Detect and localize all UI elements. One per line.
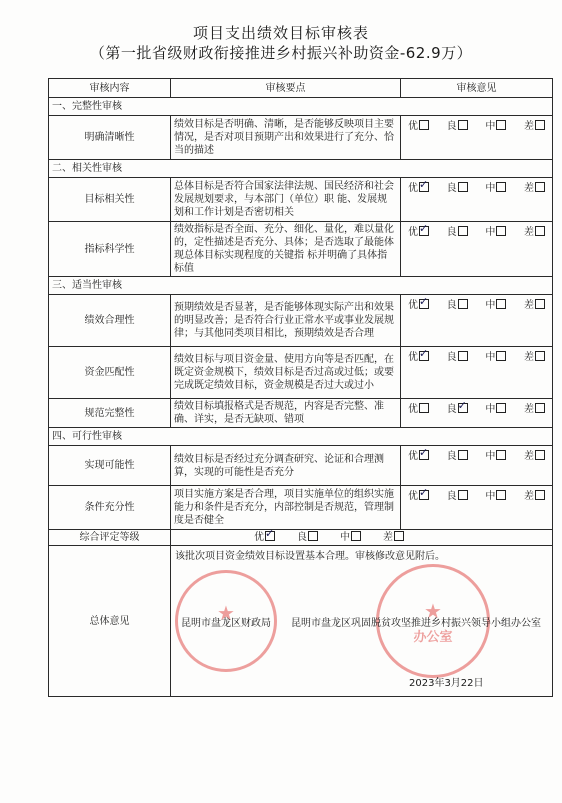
grade-options <box>404 120 549 133</box>
grade-option-average[interactable] <box>485 490 506 503</box>
grade-option-average[interactable] <box>485 403 506 416</box>
grade-option-poor[interactable] <box>524 182 545 195</box>
grade-cell <box>401 222 553 277</box>
grade-label: 差 <box>523 451 534 462</box>
grade-option-good[interactable] <box>447 351 468 364</box>
grade-option-poor[interactable] <box>524 299 545 312</box>
grade-cell <box>401 178 553 222</box>
grade-options <box>174 531 549 544</box>
grade-label: 良 <box>446 227 457 238</box>
signature-date: 2023年3月22日 <box>409 678 484 689</box>
criterion-row <box>49 178 553 222</box>
checked-box-icon[interactable] <box>458 403 468 413</box>
grade-label: 良 <box>446 491 457 502</box>
criterion-name: 绩效合理性 <box>49 295 171 347</box>
checkbox-icon[interactable] <box>419 120 429 130</box>
grade-option-average[interactable] <box>485 182 506 195</box>
grade-label: 中 <box>485 121 496 132</box>
opinion-text: 该批次项目资金绩效目标设置基本合理。审核修改意见附后。 <box>175 551 445 562</box>
grade-label: 差 <box>523 352 534 363</box>
criterion-row <box>49 486 553 530</box>
grade-option-poor[interactable] <box>524 490 545 503</box>
grade-option-poor[interactable] <box>524 403 545 416</box>
checkbox-icon[interactable] <box>535 226 545 236</box>
criterion-row <box>49 222 553 277</box>
checkbox-icon[interactable] <box>496 450 506 460</box>
checkbox-icon[interactable] <box>458 450 468 460</box>
section-row <box>49 160 553 178</box>
checkbox-icon[interactable] <box>496 351 506 361</box>
section-title: 二、相关性审核 <box>49 160 553 178</box>
criterion-name: 目标相关性 <box>49 178 171 222</box>
grade-label: 良 <box>446 121 457 132</box>
grade-option-poor[interactable] <box>524 120 545 133</box>
grade-label: 优 <box>254 532 264 543</box>
criterion-name: 明确清晰性 <box>49 116 171 160</box>
criterion-points: 项目实施方案是否合理，项目实施单位的组织实施能力和条件是否充分，内部控制是否规范，管理制度是否健全 <box>171 486 401 530</box>
checkbox-icon[interactable] <box>496 490 506 500</box>
grade-label: 差 <box>383 532 393 543</box>
checkbox-icon[interactable] <box>496 226 506 236</box>
checkbox-icon[interactable] <box>351 531 361 541</box>
finance-bureau-name: 昆明市盘龙区财政局 <box>181 618 271 629</box>
checked-box-icon[interactable] <box>419 351 429 361</box>
grade-options <box>404 351 549 364</box>
checked-box-icon[interactable] <box>419 226 429 236</box>
grade-label: 良 <box>446 352 457 363</box>
checked-box-icon[interactable] <box>419 490 429 500</box>
grade-label: 差 <box>523 300 534 311</box>
checkbox-icon[interactable] <box>496 403 506 413</box>
grade-options <box>404 490 549 503</box>
section-row <box>49 428 553 446</box>
grade-option-average[interactable] <box>485 450 506 463</box>
criterion-name: 指标科学性 <box>49 222 171 277</box>
grade-option-poor[interactable] <box>524 450 545 463</box>
checkbox-icon[interactable] <box>496 182 506 192</box>
criterion-row <box>49 347 553 399</box>
criterion-points: 绩效目标是否明确、清晰，是否能够反映项目主要情况，是否对项目预期产出和效果进行了充分、恰当的描述 <box>171 116 401 160</box>
grade-option-excellent[interactable] <box>408 403 429 416</box>
grade-cell <box>401 116 553 160</box>
checked-box-icon[interactable] <box>419 450 429 460</box>
grade-option-good[interactable] <box>447 403 468 416</box>
grade-option-average[interactable] <box>485 226 506 239</box>
grade-label: 良 <box>446 404 457 415</box>
grade-option-average[interactable] <box>340 531 361 544</box>
grade-cell <box>401 446 553 486</box>
criterion-points: 预期绩效是否显著，是否能够体现实际产出和效果的明显改善；是否符合行业正常水平或事业发展规律；与其他同类项目相比，预期绩效是否合理 <box>171 295 401 347</box>
criterion-row <box>49 295 553 347</box>
grade-label: 中 <box>485 404 496 415</box>
grade-label: 优 <box>408 404 418 415</box>
checked-box-icon[interactable] <box>419 299 429 309</box>
grade-label: 良 <box>446 300 457 311</box>
grade-cell <box>401 295 553 347</box>
grade-options <box>404 226 549 239</box>
grade-label: 中 <box>485 183 496 194</box>
checkbox-icon[interactable] <box>458 490 468 500</box>
grade-option-poor[interactable] <box>524 351 545 364</box>
grade-options <box>404 299 549 312</box>
checkbox-icon[interactable] <box>394 531 404 541</box>
grade-label: 差 <box>523 227 534 238</box>
grade-label: 中 <box>485 352 496 363</box>
criterion-name: 资金匹配性 <box>49 347 171 399</box>
checkbox-icon[interactable] <box>458 226 468 236</box>
checkbox-icon[interactable] <box>496 120 506 130</box>
grade-label: 差 <box>523 183 534 194</box>
form-subtitle: （第一批省级财政衔接推进乡村振兴补助资金-62.9万） <box>89 44 473 62</box>
grade-label: 良 <box>297 532 307 543</box>
checkbox-icon[interactable] <box>535 403 545 413</box>
header-content: 审核内容 <box>49 79 171 98</box>
grade-label: 差 <box>523 121 534 132</box>
grade-option-excellent[interactable] <box>408 120 429 133</box>
grade-option-average[interactable] <box>485 351 506 364</box>
grade-label: 中 <box>485 491 496 502</box>
criterion-row <box>49 116 553 160</box>
checked-box-icon[interactable] <box>419 182 429 192</box>
criterion-row <box>49 446 553 486</box>
grade-option-excellent[interactable] <box>254 531 275 544</box>
checkbox-icon[interactable] <box>535 299 545 309</box>
grade-option-average[interactable] <box>485 120 506 133</box>
section-row <box>49 277 553 295</box>
grade-label: 优 <box>408 121 418 132</box>
checked-box-icon[interactable] <box>265 531 275 541</box>
grade-label: 差 <box>523 404 534 415</box>
header-row <box>49 79 553 98</box>
checkbox-icon[interactable] <box>458 120 468 130</box>
grade-cell <box>401 486 553 530</box>
header-opinion: 审核意见 <box>401 79 553 98</box>
criterion-name: 条件充分性 <box>49 486 171 530</box>
grade-option-average[interactable] <box>485 299 506 312</box>
checkbox-icon[interactable] <box>458 182 468 192</box>
checkbox-icon[interactable] <box>535 120 545 130</box>
checkbox-icon[interactable] <box>535 351 545 361</box>
grade-option-excellent[interactable] <box>408 299 429 312</box>
opinion-cell <box>171 546 553 697</box>
summary-label: 综合评定等级 <box>49 530 171 546</box>
grade-option-excellent[interactable] <box>408 490 429 503</box>
grade-option-good[interactable] <box>447 182 468 195</box>
checkbox-icon[interactable] <box>458 351 468 361</box>
grade-cell <box>401 347 553 399</box>
seal-star-icon: ★ <box>424 599 442 623</box>
section-title: 三、适当性审核 <box>49 277 553 295</box>
section-title: 一、完整性审核 <box>49 98 553 116</box>
grade-option-good[interactable] <box>447 299 468 312</box>
office-name: 昆明市盘龙区巩固脱贫攻坚推进乡村振兴领导小组办公室 <box>291 618 541 629</box>
criterion-name: 实现可能性 <box>49 446 171 486</box>
grade-option-good[interactable] <box>447 450 468 463</box>
grade-label: 优 <box>408 227 418 238</box>
criterion-points: 绩效指标是否全面、充分、细化、量化，难以量化的，定性描述是否充分、具体；是否选取了最能体现总体目标实现程度的关键指 标并明确了具体指标值 <box>171 222 401 277</box>
grade-label: 差 <box>523 491 534 502</box>
grade-label: 中 <box>485 227 496 238</box>
grade-label: 优 <box>408 491 418 502</box>
header-points: 审核要点 <box>171 79 401 98</box>
grade-option-good[interactable] <box>447 120 468 133</box>
section-row <box>49 98 553 116</box>
grade-cell <box>401 399 553 428</box>
checkbox-icon[interactable] <box>496 299 506 309</box>
opinion-row <box>49 546 553 697</box>
grade-option-excellent[interactable] <box>408 450 429 463</box>
grade-options <box>404 450 549 463</box>
grade-options <box>404 403 549 416</box>
grade-option-poor[interactable] <box>524 226 545 239</box>
grade-label: 优 <box>408 451 418 462</box>
grade-options <box>404 182 549 195</box>
grade-option-good[interactable] <box>447 226 468 239</box>
form-title: 项目支出绩效目标审核表 <box>192 24 369 42</box>
checkbox-icon[interactable] <box>535 450 545 460</box>
grade-label: 良 <box>446 183 457 194</box>
seal-star-icon: ★ <box>217 601 235 625</box>
grade-label: 中 <box>485 451 496 462</box>
criterion-points: 绩效目标填报格式是否规范，内容是否完整、准确、详实，是否无缺项、错项 <box>171 399 401 428</box>
review-table <box>48 78 553 697</box>
grade-label: 中 <box>340 532 350 543</box>
summary-grade-cell <box>171 530 553 546</box>
checkbox-icon[interactable] <box>308 531 318 541</box>
checkbox-icon[interactable] <box>535 490 545 500</box>
checkbox-icon[interactable] <box>419 403 429 413</box>
grade-option-excellent[interactable] <box>408 182 429 195</box>
grade-label: 中 <box>485 300 496 311</box>
checkbox-icon[interactable] <box>458 299 468 309</box>
criterion-points: 绩效目标与项目资金量、使用方向等是否匹配，在既定资金规模下，绩效目标是否过高或过低；或要完成既定绩效目标，资金规模是否过大或过小 <box>171 347 401 399</box>
summary-row <box>49 530 553 546</box>
criterion-points: 总体目标是否符合国家法律法规、国民经济和社会发展规划要求，与本部门（单位）职 能、发展规划和工作计划是否密切相关 <box>171 178 401 222</box>
criterion-row <box>49 399 553 428</box>
section-title: 四、可行性审核 <box>49 428 553 446</box>
grade-label: 优 <box>408 300 418 311</box>
seal-text: 办公室 <box>413 630 453 645</box>
opinion-label: 总体意见 <box>49 546 171 697</box>
grade-option-good[interactable] <box>297 531 318 544</box>
grade-option-excellent[interactable] <box>408 226 429 239</box>
grade-option-poor[interactable] <box>383 531 404 544</box>
criterion-points: 绩效目标是否经过充分调查研究、论证和合理测算，实现的可能性是否充分 <box>171 446 401 486</box>
grade-option-excellent[interactable] <box>408 351 429 364</box>
criterion-name: 规范完整性 <box>49 399 171 428</box>
grade-label: 优 <box>408 352 418 363</box>
grade-label: 良 <box>446 451 457 462</box>
grade-label: 优 <box>408 183 418 194</box>
grade-option-good[interactable] <box>447 490 468 503</box>
checkbox-icon[interactable] <box>535 182 545 192</box>
